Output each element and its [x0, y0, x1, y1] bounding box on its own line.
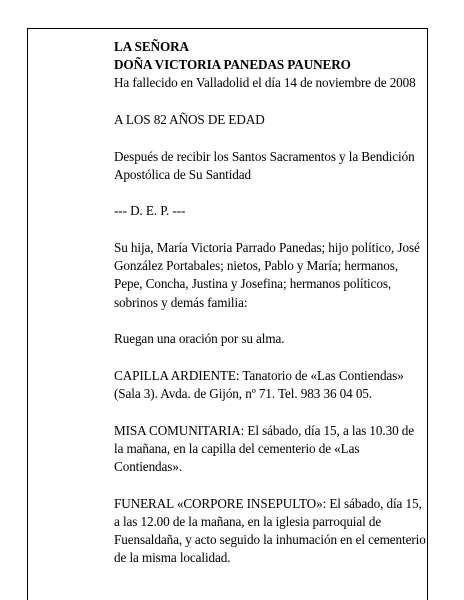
notice-border-left: [27, 28, 28, 600]
family-list: Su hija, María Victoria Parrado Panedas; hijo político, José González Portabales; nietos, Pablo y María; hermanos, Pepe, Concha, Justina y Josefina; hermanos políticos, sobrinos y demás familia:: [114, 239, 420, 310]
death-statement: Ha fallecido en Valladolid el día 14 de noviembre de 2008: [114, 75, 416, 91]
age-line: A LOS 82 AÑOS DE EDAD: [114, 112, 265, 127]
notice-border-right: [427, 28, 428, 600]
sacraments-line: Después de recibir los Santos Sacramentos y la Bendición Apostólica de Su Santidad: [114, 148, 415, 182]
notice-text: [114, 38, 426, 586]
funeral-info: FUNERAL «CORPORE INSEPULTO»: El sábado, día 15, a las 12.00 de la mañana, en la iglesia parroquial de Fuensaldaña, y acto seguido la inhumación en el cementerio de la misma localidad.: [114, 495, 426, 566]
notice-border-top: [27, 28, 427, 29]
mass-info: MISA COMUNITARIA: El sábado, día 15, a las 10.30 de la mañana, en la capilla del cementerio de «Las Contiendas».: [114, 422, 415, 474]
deceased-name: DOÑA VICTORIA PANEDAS PAUNERO: [114, 57, 351, 73]
prayer-request: Ruegan una oración por su alma.: [114, 331, 285, 347]
chapel-info: CAPILLA ARDIENTE: Tanatorio de «Las Contiendas» (Sala 3). Avda. de Gijón, nº 71. Tel. 983 36 04 05.: [114, 367, 404, 401]
notice-title: LA SEÑORA: [114, 39, 189, 54]
rip-line: --- D. E. P. ---: [114, 203, 186, 219]
